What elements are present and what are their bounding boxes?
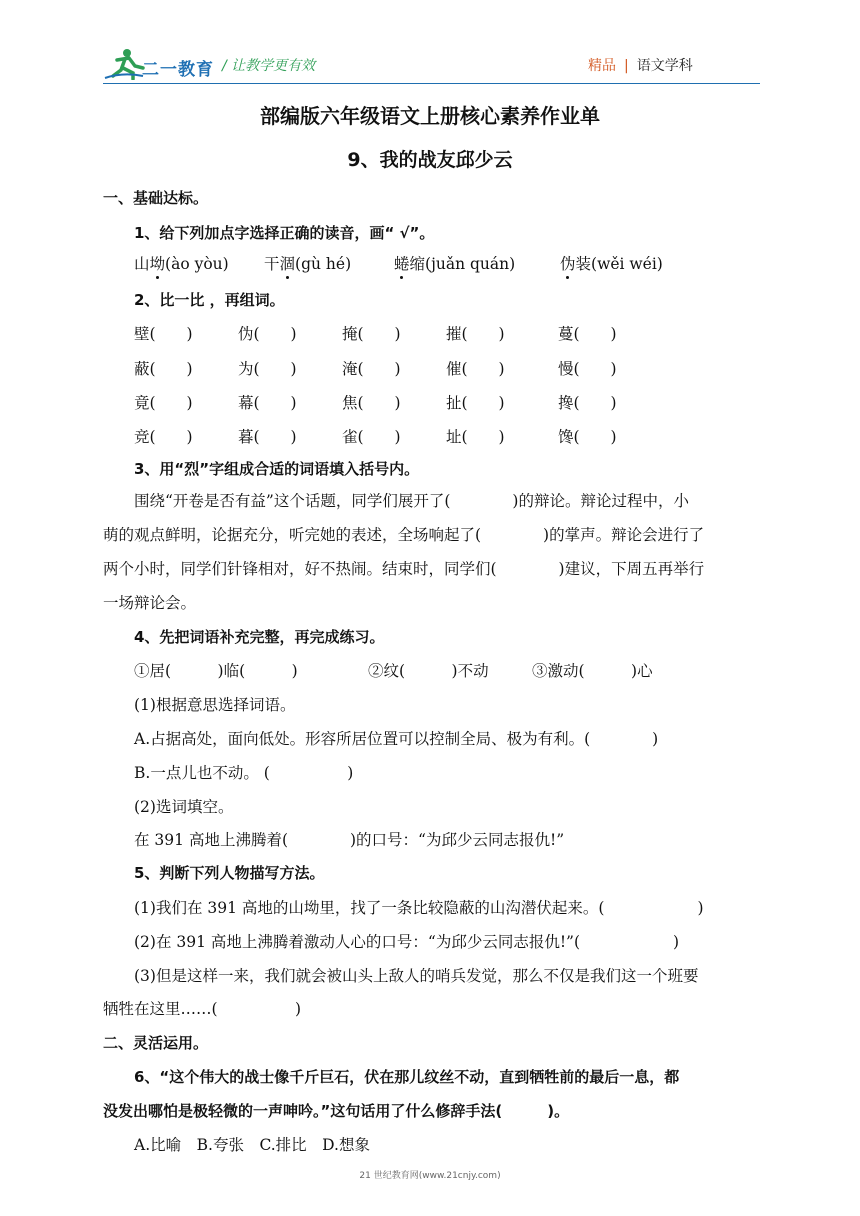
- q2-cell: 焦( ): [342, 394, 401, 412]
- q2-cell: 蔽( ): [134, 360, 193, 378]
- q3-paragraph-line: 一场辩论会。: [103, 594, 197, 612]
- q1-item-1: 山坳(ào yòu): [134, 255, 229, 273]
- q4-sub1: (1)根据意思选择词语。: [134, 696, 296, 714]
- q1-item-3: 蜷缩(juǎn quán): [394, 255, 516, 273]
- q2-cell: 掩( ): [342, 325, 401, 343]
- q3-stem: 3、用“烈”字组成合适的词语填入括号内。: [134, 460, 420, 478]
- q2-cell: 为( ): [238, 360, 297, 378]
- q2-cell: 竟( ): [134, 394, 193, 412]
- q6-options: A.比喻 B.夸张 C.排比 D.想象: [134, 1136, 370, 1154]
- page-footer: 21 世纪教育网(www.21cnjy.com): [359, 1171, 501, 1181]
- page-title: 部编版六年级语文上册核心素养作业单: [260, 104, 600, 128]
- q6-stem-line1: 6、“这个伟大的战士像千斤巨石，伏在那儿纹丝不动，直到牺牲前的最后一息，都: [134, 1068, 680, 1086]
- q4-sub2: (2)选词填空。: [134, 798, 234, 816]
- q5-stem: 5、判断下列人物描写方法。: [134, 864, 325, 882]
- q1-item-4: 伪装(wěi wéi): [560, 255, 663, 273]
- q6-stem-line2: 没发出哪怕是极轻微的一声呻吟。”这句话用了什么修辞手法( )。: [103, 1102, 570, 1120]
- slogan: / 让教学更有效: [222, 58, 316, 74]
- q2-cell: 淹( ): [342, 360, 401, 378]
- section-1-heading: 一、基础达标。: [103, 189, 209, 207]
- q4-option-a: A.占据高处，面向低处。形容所居位置可以控制全局、极为有利。( ): [134, 730, 659, 748]
- q2-cell: 搀( ): [558, 394, 617, 412]
- logo-text: 二一教育: [142, 60, 214, 80]
- q2-cell: 馋( ): [558, 428, 617, 446]
- q2-cell: 伪( ): [238, 325, 297, 343]
- q2-cell: 扯( ): [446, 394, 505, 412]
- q5-sentence-3: (3)但是这样一来，我们就会被山头上敌人的哨兵发觉，那么不仅是我们这一个班要: [134, 967, 699, 985]
- q2-cell: 雀( ): [342, 428, 401, 446]
- q4-fill-sentence: 在 391 高地上沸腾着( )的口号：“为邱少云同志报仇!”: [134, 831, 565, 849]
- q2-stem: 2、比一比 ，再组词。: [134, 291, 285, 309]
- q2-cell: 壁( ): [134, 325, 193, 343]
- header-tags: [588, 55, 693, 75]
- q5-sentence-3-cont: 牺牲在这里……( ): [103, 1000, 302, 1018]
- q4-word-3: ③激动( )心: [532, 662, 653, 680]
- tag-jingpin: 精品: [588, 58, 616, 74]
- q2-cell: 摧( ): [446, 325, 505, 343]
- page-header: [0, 0, 860, 90]
- q3-paragraph-line: 萌的观点鲜明，论据充分，听完她的表述，全场响起了( )的掌声。辩论会进行了: [103, 526, 705, 544]
- tag-subject: 语文学科: [636, 58, 693, 74]
- q2-cell: 蔓( ): [558, 325, 617, 343]
- q2-cell: 幕( ): [238, 394, 297, 412]
- q4-word-2: ②纹( )不动: [368, 662, 489, 680]
- q2-cell: 催( ): [446, 360, 505, 378]
- q3-paragraph-line: 围绕“开卷是否有益”这个话题，同学们展开了( )的辩论。辩论过程中，小: [134, 492, 689, 510]
- q1-item-2: 干涸(gù hé): [264, 255, 352, 273]
- q1-stem: 1、给下列加点字选择正确的读音，画“ √”。: [134, 224, 435, 242]
- q4-stem: 4、先把词语补充完整，再完成练习。: [134, 628, 385, 646]
- q2-cell: 慢( ): [558, 360, 617, 378]
- header-divider: [103, 83, 760, 84]
- tag-separator: |: [624, 58, 629, 74]
- q2-cell: 竞( ): [134, 428, 193, 446]
- section-2-heading: 二、灵活运用。: [103, 1034, 209, 1052]
- q5-sentence-1: (1)我们在 391 高地的山坳里，找了一条比较隐蔽的山沟潜伏起来。( ): [134, 899, 704, 917]
- q2-cell: 暮( ): [238, 428, 297, 446]
- q4-word-1: ①居( )临( ): [134, 662, 298, 680]
- q3-paragraph-line: 两个小时，同学们针锋相对，好不热闹。结束时，同学们( )建议，下周五再举行: [103, 560, 705, 578]
- q2-cell: 址( ): [446, 428, 505, 446]
- page-subtitle: 9、我的战友邱少云: [347, 149, 513, 171]
- q4-option-b: B.一点儿也不动。 ( ): [134, 764, 354, 782]
- q5-sentence-2: (2)在 391 高地上沸腾着激动人心的口号：“为邱少云同志报仇!”( ): [134, 933, 680, 951]
